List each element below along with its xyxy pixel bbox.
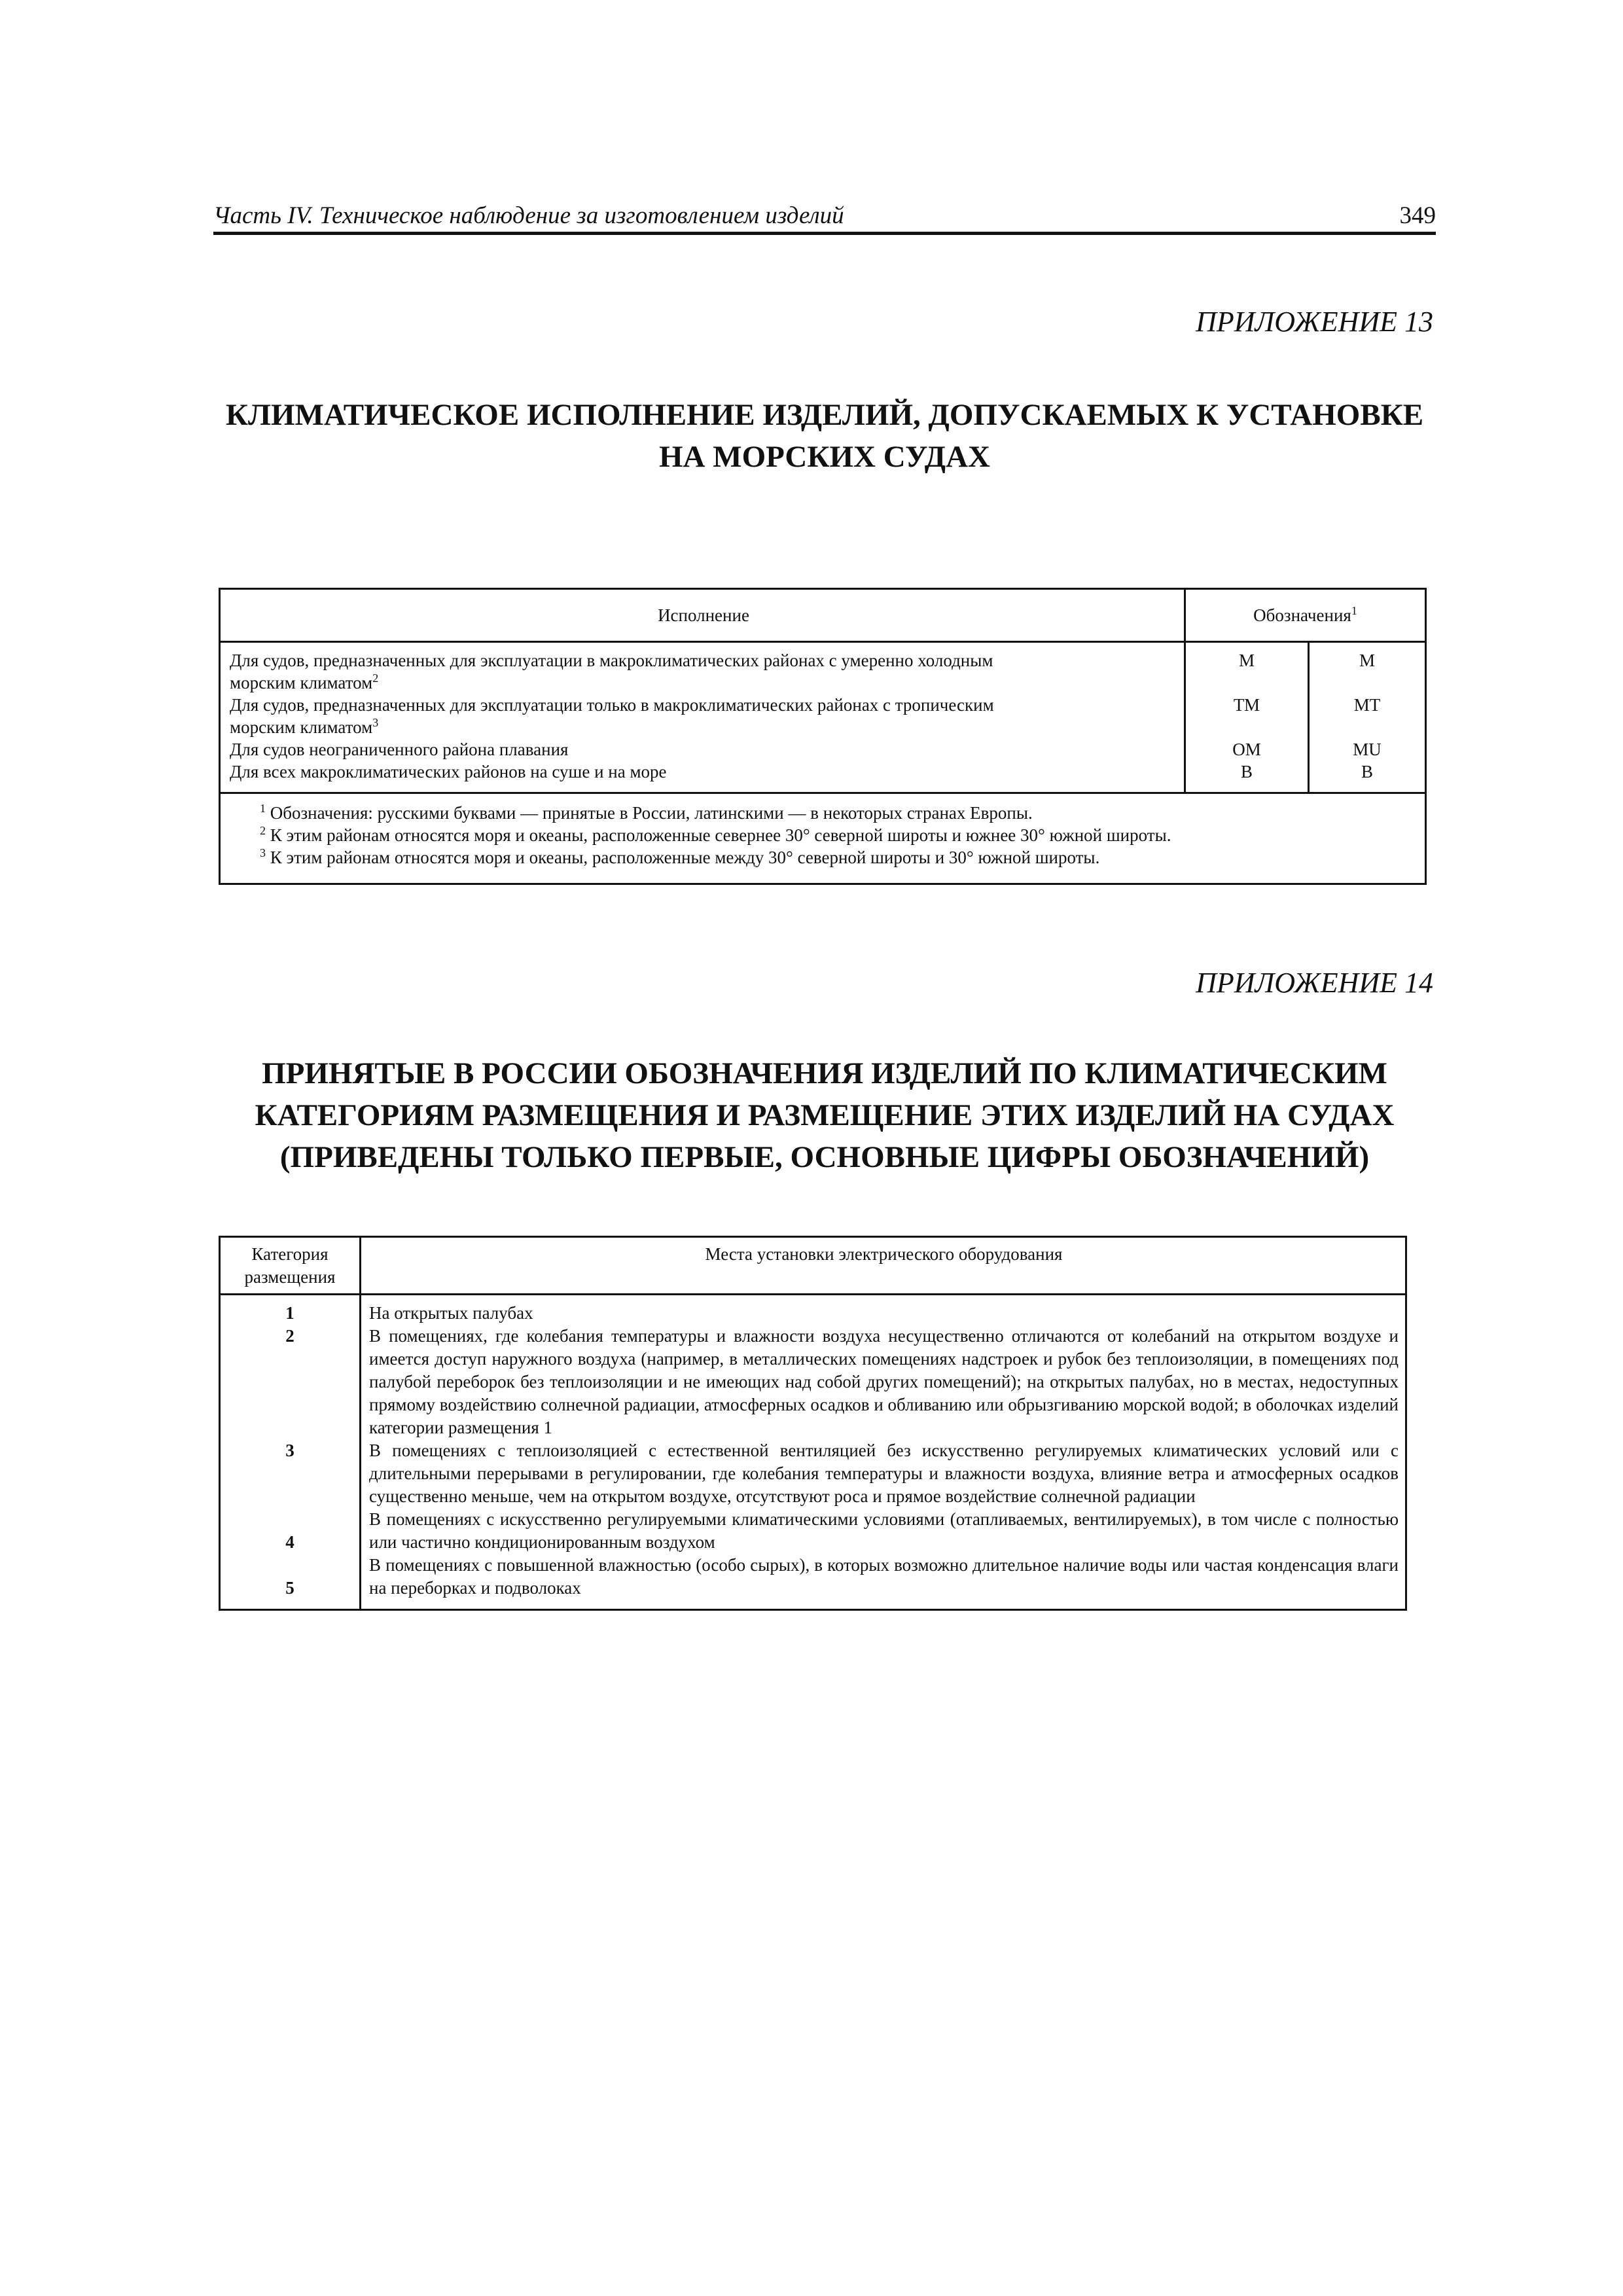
category-number: 2 <box>285 1326 294 1346</box>
table-header-row <box>220 589 1426 642</box>
latin-code: B <box>1361 762 1373 781</box>
header-rule <box>213 232 1436 235</box>
appendix-13-label: ПРИЛОЖЕНИЕ 13 <box>1196 306 1433 338</box>
table-body-row <box>220 642 1426 793</box>
footnotes-row <box>220 793 1426 884</box>
russian-designation-cell <box>1185 642 1309 793</box>
placement-description: В помещениях с повышенной влажностью (особо сырых), в которых возможно длительное наличие воды или частая конденсация влаги на переборках и подволоках <box>369 1555 1399 1598</box>
appendix-13-title <box>213 394 1436 478</box>
execution-text: Для судов, предназначенных для эксплуатации в макроклиматических районах с умеренно холодным <box>230 651 993 670</box>
execution-text: Для всех макроклиматических районов на суше и на море <box>230 762 667 781</box>
execution-text: Для судов, предназначенных для эксплуатации только в макроклиматических районах с тропическим <box>230 695 994 715</box>
appendix-13-title-line: КЛИМАТИЧЕСКОЕ ИСПОЛНЕНИЕ ИЗДЕЛИЙ, ДОПУСКАЕМЫХ К УСТАНОВКЕ <box>225 398 1424 432</box>
appendix-14-title-line: (ПРИВЕДЕНЫ ТОЛЬКО ПЕРВЫЕ, ОСНОВНЫЕ ЦИФРЫ ОБОЗНАЧЕНИЙ) <box>279 1140 1370 1174</box>
page-number: 349 <box>1399 202 1436 229</box>
placement-description: В помещениях с искусственно регулируемыми климатическими условиями (отапливаемых, вентилируемых), в том числе с полностью или частично кондиционированным воздухом <box>369 1509 1399 1552</box>
category-number: 3 <box>285 1441 294 1460</box>
latin-code: MU <box>1353 740 1382 759</box>
category-number: 5 <box>285 1578 294 1598</box>
latin-code: MT <box>1353 695 1381 715</box>
placement-description: На открытых палубах <box>369 1303 533 1323</box>
column-header-execution: Исполнение <box>220 589 1185 642</box>
appendix-14-title-line: ПРИНЯТЫЕ В РОССИИ ОБОЗНАЧЕНИЯ ИЗДЕЛИЙ ПО КЛИМАТИЧЕСКИМ <box>262 1056 1387 1090</box>
running-header-title: Часть IV. Техническое наблюдение за изготовлением изделий <box>213 202 844 229</box>
column-header-designations: Обозначения$^1$ <box>1185 589 1426 642</box>
table-body-row <box>220 1295 1406 1610</box>
russian-code: ТМ <box>1233 695 1260 715</box>
category-number: 1 <box>285 1303 294 1323</box>
russian-code: В <box>1240 762 1253 781</box>
column-header-category: Категория размещения <box>220 1237 361 1295</box>
execution-text: морским климатом$^2$ <box>230 672 379 692</box>
russian-code: ОМ <box>1232 740 1261 759</box>
latin-designation-cell <box>1309 642 1426 793</box>
table-header-row <box>220 1237 1406 1295</box>
appendix-14-title <box>213 1052 1436 1178</box>
execution-cell <box>220 642 1185 793</box>
footnote: $^1$ Обозначения: русскими буквами — принятые в России, латинскими — в некоторых странах Европы. <box>260 802 1033 823</box>
placement-description: В помещениях с теплоизоляцией с естественной вентиляцией без искусственно регулируемых климатических условий или с длительными перерывами в регулировании, где колебания температуры и влажности воздуха, влияние ветра и атмосферных осадков существенно меньше, чем на открытом воздухе, отсутствуют роса и прямое воздействие солнечной радиации <box>369 1441 1399 1506</box>
climate-execution-table <box>219 588 1427 885</box>
footnote: $^2$ К этим районам относятся моря и океаны, расположенные севернее 30° северной широты и южнее 30° южной широты. <box>260 824 1171 845</box>
footnote: $^3$ К этим районам относятся моря и океаны, расположенные между 30° северной широты и 30° южной широты. <box>260 846 1100 867</box>
footnotes-cell <box>220 793 1426 884</box>
places-cell <box>361 1295 1406 1610</box>
category-number: 4 <box>285 1532 294 1552</box>
appendix-14-label: ПРИЛОЖЕНИЕ 14 <box>1196 967 1433 999</box>
category-number-cell <box>220 1295 361 1610</box>
latin-code: M <box>1359 651 1375 670</box>
placement-category-table <box>219 1236 1407 1611</box>
column-header-places: Места установки электрического оборудования <box>361 1237 1406 1295</box>
placement-description: В помещениях, где колебания температуры и влажности воздуха несущественно отличаются от колебаний на открытом воздухе и имеется доступ наружного воздуха (например, в металлических помещениях надстроек и рубок без теплоизоляции, в помещениях под палубой переборок без теплоизоляции и не имеющих над собой других помещений); на открытых палубах, но в местах, недоступных прямому воздействию солнечной радиации, атмосферных осадков и обливанию или обрызгиванию морской водой; в оболочках изделий категории размещения 1 <box>369 1326 1399 1437</box>
appendix-13-title-line: НА МОРСКИХ СУДАХ <box>658 440 990 474</box>
russian-code: М <box>1238 651 1255 670</box>
appendix-14-title-line: КАТЕГОРИЯМ РАЗМЕЩЕНИЯ И РАЗМЕЩЕНИЕ ЭТИХ ИЗДЕЛИЙ НА СУДАХ <box>255 1098 1395 1132</box>
execution-text: Для судов неограниченного района плавания <box>230 740 569 759</box>
execution-text: морским климатом$^3$ <box>230 716 379 737</box>
